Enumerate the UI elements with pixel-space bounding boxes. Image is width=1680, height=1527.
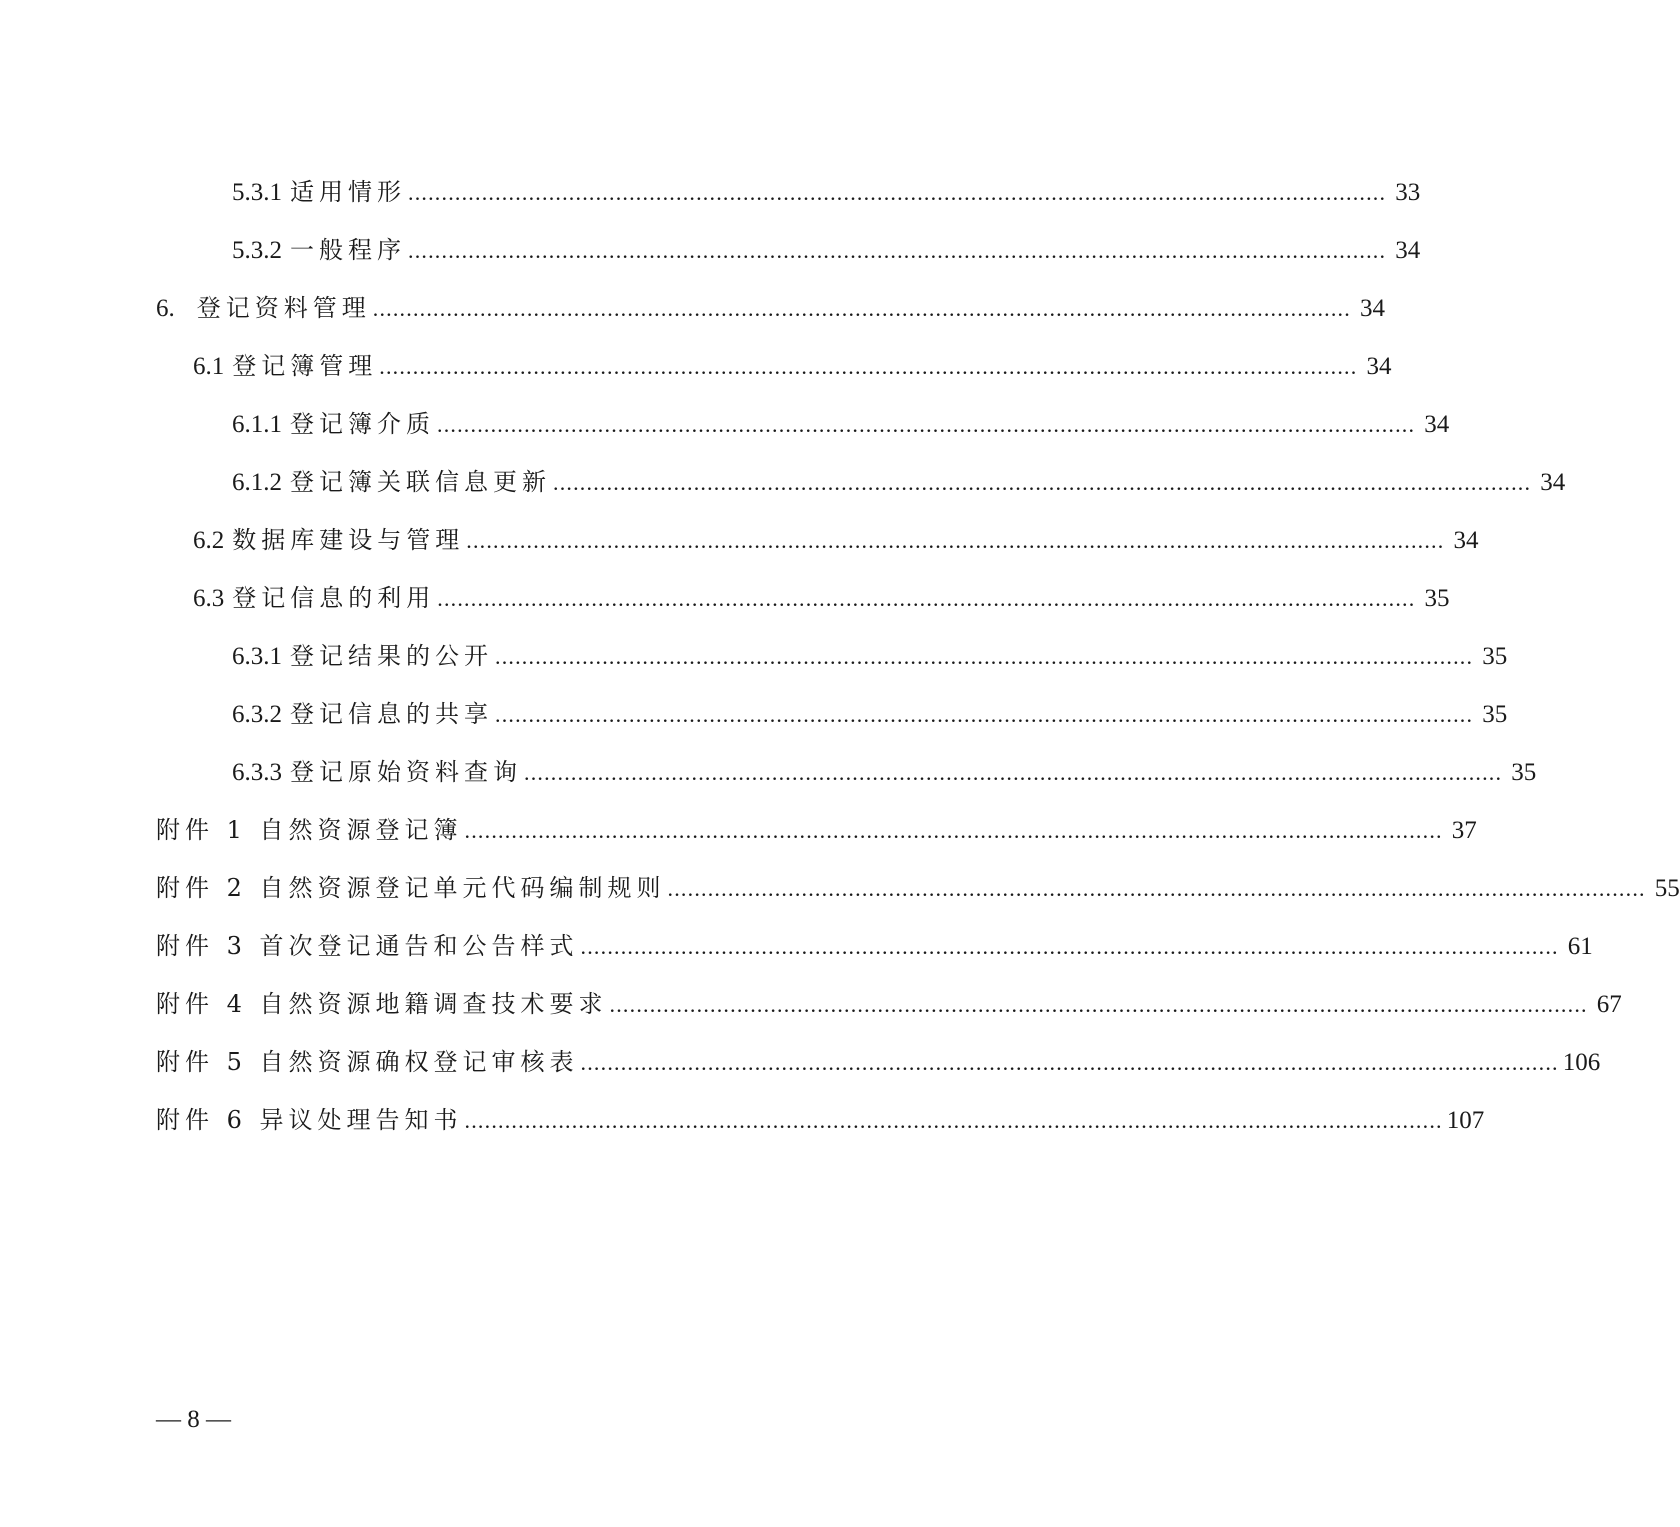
toc-dot-leader: .................................................................................................................................................. xyxy=(609,992,1588,1017)
toc-appendix-entry[interactable] xyxy=(156,984,1622,1024)
toc-entry-number: 6.2 xyxy=(193,527,225,554)
toc-entry-title: 一般程序 xyxy=(290,236,406,264)
toc-dot-leader: .................................................................................................................................................. xyxy=(408,238,1387,263)
toc-entry-title: 数据库建设与管理 xyxy=(232,526,465,554)
toc-entry-page: 35 xyxy=(1482,643,1508,670)
toc-entry-title: 附件 2 自然资源登记单元代码编制规则 xyxy=(156,874,666,902)
toc-dot-leader: .................................................................................................................................................. xyxy=(580,934,1559,959)
toc-entry[interactable] xyxy=(232,694,1508,734)
toc-entry[interactable] xyxy=(193,520,1479,560)
toc-entry-title: 附件 1 自然资源登记簿 xyxy=(156,816,463,844)
toc-entry-page: 35 xyxy=(1482,701,1508,728)
toc-entry-page: 55 xyxy=(1654,875,1680,902)
toc-entry-number: 6.3.1 xyxy=(232,643,282,670)
toc-entry[interactable] xyxy=(232,172,1421,212)
toc-entry-number: 6.1.2 xyxy=(232,469,282,496)
toc-dot-leader: .................................................................................................................................................. xyxy=(372,296,1351,321)
toc-entry-title: 附件 4 自然资源地籍调查技术要求 xyxy=(156,990,608,1018)
toc-entry[interactable] xyxy=(232,636,1508,676)
toc-dot-leader: .................................................................................................................................................. xyxy=(464,1108,1443,1133)
toc-entry-page: 35 xyxy=(1424,585,1450,612)
toc-entry-page: 34 xyxy=(1366,353,1392,380)
toc-entry-title: 附件 5 自然资源确权登记审核表 xyxy=(156,1048,579,1076)
toc-entry-title: 适用情形 xyxy=(290,178,406,206)
toc-dot-leader: .................................................................................................................................................. xyxy=(495,702,1474,727)
toc-entry-page: 67 xyxy=(1596,991,1622,1018)
toc-entry-title: 登记簿关联信息更新 xyxy=(290,468,551,496)
toc-dot-leader: .................................................................................................................................................. xyxy=(580,1050,1559,1075)
toc-entry-page: 37 xyxy=(1451,817,1477,844)
toc-dot-leader: .................................................................................................................................................. xyxy=(524,760,1503,785)
toc-entry-number: 5.3.2 xyxy=(232,237,282,264)
toc-appendix-entry[interactable] xyxy=(156,1042,1601,1082)
toc-entry-number: 6.1 xyxy=(193,353,225,380)
toc-entry-page: 34 xyxy=(1540,469,1566,496)
toc-entry-title: 附件 3 首次登记通告和公告样式 xyxy=(156,932,579,960)
toc-dot-leader: .................................................................................................................................................. xyxy=(437,586,1416,611)
toc-dot-leader: .................................................................................................................................................. xyxy=(437,412,1416,437)
toc-entry-page: 107 xyxy=(1446,1107,1485,1134)
toc-entry-page: 34 xyxy=(1424,411,1450,438)
toc-entry[interactable] xyxy=(232,752,1537,792)
toc-entry-number: 5.3.1 xyxy=(232,179,282,206)
toc-dot-leader: .................................................................................................................................................. xyxy=(408,180,1387,205)
toc-entry[interactable] xyxy=(232,230,1421,270)
toc-entry-number: 6.3.3 xyxy=(232,759,282,786)
toc-entry[interactable] xyxy=(232,404,1450,444)
toc-appendix-entry[interactable] xyxy=(156,926,1593,966)
toc-entry-page: 35 xyxy=(1511,759,1537,786)
toc-entry-page: 106 xyxy=(1562,1049,1601,1076)
toc-entry[interactable] xyxy=(193,346,1392,386)
toc-entry-page: 33 xyxy=(1395,179,1421,206)
toc-entry-number: 6. xyxy=(156,295,175,322)
toc-entry-number: 6.1.1 xyxy=(232,411,282,438)
toc-dot-leader: .................................................................................................................................................. xyxy=(553,470,1532,495)
toc-entry-title: 登记结果的公开 xyxy=(290,642,493,670)
toc-dot-leader: .................................................................................................................................................. xyxy=(495,644,1474,669)
toc-entry-title: 登记资料管理 xyxy=(196,294,371,322)
toc-entry-title: 附件 6 异议处理告知书 xyxy=(156,1106,463,1134)
toc-entry-title: 登记簿介质 xyxy=(290,410,435,438)
toc-appendix-entry[interactable] xyxy=(156,868,1680,908)
toc-dot-leader: .................................................................................................................................................. xyxy=(667,876,1646,901)
toc-entry-title: 登记簿管理 xyxy=(232,352,378,380)
toc-entry-page: 34 xyxy=(1395,237,1421,264)
toc-entry-page: 61 xyxy=(1567,933,1593,960)
toc-entry-page: 34 xyxy=(1453,527,1479,554)
toc-appendix-entry[interactable] xyxy=(156,1100,1485,1140)
toc-entry-title: 登记原始资料查询 xyxy=(290,758,522,786)
toc-entry-number: 6.3 xyxy=(193,585,225,612)
toc-dot-leader: .................................................................................................................................................. xyxy=(466,528,1445,553)
toc-appendix-entry[interactable] xyxy=(156,810,1477,850)
toc-entry[interactable] xyxy=(193,578,1450,618)
toc-entry-number: 6.3.2 xyxy=(232,701,282,728)
toc-entry[interactable] xyxy=(156,288,1385,328)
toc-entry-title: 登记信息的利用 xyxy=(232,584,436,612)
toc-dot-leader: .................................................................................................................................................. xyxy=(379,354,1358,379)
toc-dot-leader: .................................................................................................................................................. xyxy=(464,818,1443,843)
toc-entry-page: 34 xyxy=(1359,295,1385,322)
page-number: — 8 — xyxy=(156,1406,231,1433)
toc-entry-title: 登记信息的共享 xyxy=(290,700,493,728)
toc-entry[interactable] xyxy=(232,462,1566,502)
